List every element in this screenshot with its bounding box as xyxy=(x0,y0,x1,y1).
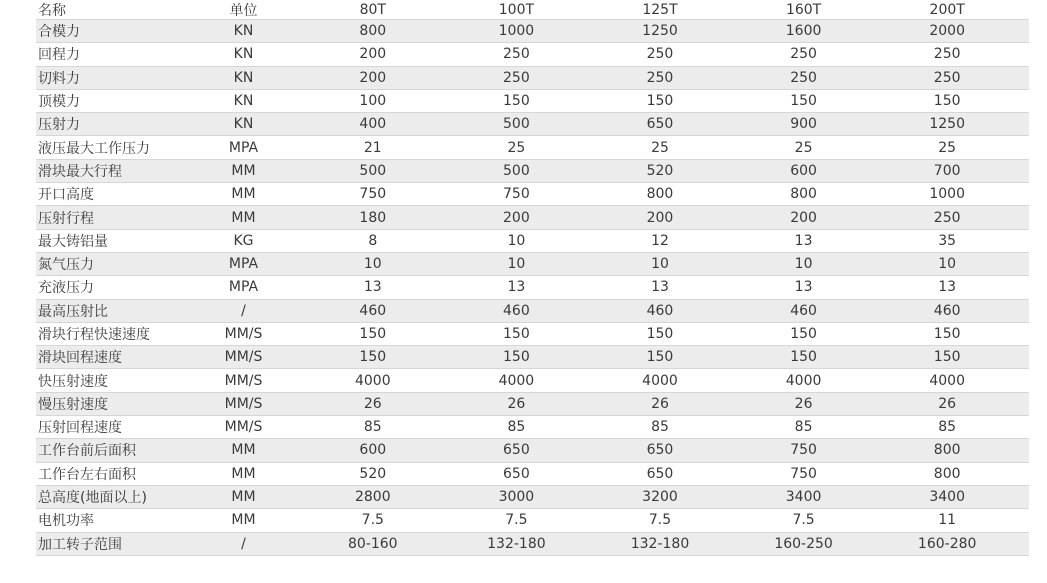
cell-v200t: 250 xyxy=(933,46,961,63)
cell-v125t: 132-180 xyxy=(630,535,690,552)
cell-v80t: 26 xyxy=(363,395,382,412)
cell-v160t: 3400 xyxy=(785,489,822,506)
cell-v160t: 4000 xyxy=(785,372,822,389)
cell-unit: / xyxy=(241,535,246,552)
cell-v200t: 1000 xyxy=(929,186,965,203)
cell-v100t: 132-180 xyxy=(487,535,546,552)
cell-v100t: 10 xyxy=(507,256,526,273)
cell-unit: MM/S xyxy=(224,419,263,436)
table-row xyxy=(36,533,1029,556)
table-row xyxy=(36,113,1029,136)
cell-v160t: 250 xyxy=(790,69,817,86)
cell-v80t: 85 xyxy=(363,419,382,436)
cell-v125t: 7.5 xyxy=(648,512,672,529)
cell-v200t: 25 xyxy=(938,139,957,156)
cell-v125t: 4000 xyxy=(642,372,678,389)
cell-v125t: 3200 xyxy=(642,489,678,506)
cell-v100t: 10 xyxy=(507,232,526,249)
cell-v160t: 750 xyxy=(790,442,817,459)
cell-v80t: 200 xyxy=(359,69,387,86)
cell-v125t: 200 xyxy=(646,209,674,226)
cell-v125t: 460 xyxy=(646,302,674,319)
table-row xyxy=(36,90,1029,113)
table-row xyxy=(36,160,1029,183)
cell-v200t: 85 xyxy=(938,419,957,436)
cell-v80t: 460 xyxy=(359,302,387,319)
cell-v100t: 3000 xyxy=(498,489,535,506)
cell-v200t: 250 xyxy=(933,209,961,226)
cell-v160t: 85 xyxy=(794,419,813,436)
cell-name: 快压射速度 xyxy=(38,373,108,390)
cell-v125t: 25 xyxy=(651,139,669,156)
cell-unit: MM/S xyxy=(224,326,263,342)
table-row xyxy=(36,300,1029,323)
cell-v125t: 800 xyxy=(646,186,674,203)
cell-v160t: 750 xyxy=(790,465,817,482)
cell-name: 合模力 xyxy=(38,24,80,41)
cell-v100t: 1000 xyxy=(498,23,535,40)
cell-v200t: 1250 xyxy=(929,116,965,133)
cell-name: 工作台前后面积 xyxy=(38,443,136,460)
header-125t: 125T xyxy=(642,1,678,18)
cell-unit: KN xyxy=(233,93,254,110)
table-body xyxy=(36,20,1029,556)
table-row xyxy=(36,276,1029,299)
cell-v160t: 250 xyxy=(790,46,817,63)
cell-unit: KN xyxy=(233,46,254,63)
spec-table xyxy=(36,0,1029,556)
cell-unit: MM/S xyxy=(224,395,263,412)
cell-v80t: 750 xyxy=(359,186,387,203)
cell-v160t: 150 xyxy=(790,93,817,110)
cell-v100t: 460 xyxy=(503,302,530,319)
cell-unit: KG xyxy=(233,232,254,249)
header-160t: 160T xyxy=(785,1,822,18)
cell-v100t: 4000 xyxy=(498,372,535,389)
header-80t: 80T xyxy=(359,1,386,18)
cell-v200t: 26 xyxy=(938,395,957,412)
cell-v125t: 150 xyxy=(646,349,674,366)
cell-v125t: 10 xyxy=(651,256,669,273)
cell-name: 压射行程 xyxy=(38,210,94,227)
cell-v100t: 650 xyxy=(503,465,530,482)
cell-v125t: 26 xyxy=(651,395,669,412)
cell-v125t: 250 xyxy=(646,46,674,63)
cell-v160t: 150 xyxy=(790,349,817,366)
cell-v80t: 150 xyxy=(359,349,387,366)
cell-name: 慢压射速度 xyxy=(38,396,108,413)
cell-unit: / xyxy=(241,302,246,319)
cell-v200t: 10 xyxy=(938,256,957,273)
cell-name: 压射回程速度 xyxy=(38,420,122,437)
cell-v200t: 150 xyxy=(933,93,961,110)
cell-name: 工作台左右面积 xyxy=(38,466,136,483)
cell-v125t: 650 xyxy=(646,442,674,459)
header-unit: 单位 xyxy=(229,2,258,19)
table-row xyxy=(36,463,1029,486)
cell-v200t: 4000 xyxy=(929,372,965,389)
cell-v80t: 100 xyxy=(359,93,387,110)
cell-v125t: 1250 xyxy=(642,23,678,40)
table-row xyxy=(36,346,1029,369)
cell-v100t: 25 xyxy=(507,139,526,156)
cell-v100t: 650 xyxy=(503,442,530,459)
cell-v160t: 200 xyxy=(790,209,817,226)
table-row xyxy=(36,20,1029,43)
cell-v160t: 13 xyxy=(794,279,813,296)
cell-v100t: 150 xyxy=(503,93,530,110)
cell-v125t: 650 xyxy=(646,465,674,482)
cell-v80t: 8 xyxy=(368,232,378,249)
cell-v160t: 160-250 xyxy=(774,535,833,552)
cell-v100t: 200 xyxy=(503,209,530,226)
table-row xyxy=(36,323,1029,346)
cell-v125t: 85 xyxy=(651,419,669,436)
cell-unit: MM xyxy=(231,186,256,203)
cell-v80t: 10 xyxy=(363,256,382,273)
header-name: 名称 xyxy=(38,2,66,19)
cell-v200t: 800 xyxy=(933,442,961,459)
cell-v100t: 750 xyxy=(503,186,530,203)
cell-name: 开口高度 xyxy=(38,187,94,204)
table-header xyxy=(36,0,1029,20)
cell-v160t: 460 xyxy=(790,302,817,319)
cell-v80t: 800 xyxy=(359,23,387,40)
table-row xyxy=(36,230,1029,253)
cell-v80t: 180 xyxy=(359,209,387,226)
cell-v80t: 200 xyxy=(359,46,387,63)
cell-v100t: 150 xyxy=(503,326,530,342)
cell-name: 最高压射比 xyxy=(38,303,108,320)
cell-v200t: 700 xyxy=(933,162,961,179)
cell-v80t: 2800 xyxy=(354,489,391,506)
cell-name: 充液压力 xyxy=(38,280,94,297)
cell-v100t: 500 xyxy=(503,116,530,133)
cell-v160t: 1600 xyxy=(785,23,822,40)
cell-v200t: 150 xyxy=(933,349,961,366)
cell-v200t: 3400 xyxy=(929,489,965,506)
cell-v125t: 150 xyxy=(646,326,674,342)
cell-v80t: 600 xyxy=(359,442,387,459)
cell-v80t: 500 xyxy=(359,162,387,179)
cell-unit: MM/S xyxy=(224,372,263,389)
cell-name: 最大铸铝量 xyxy=(38,233,108,250)
cell-unit: MM xyxy=(231,465,256,482)
cell-name: 氮气压力 xyxy=(38,257,94,274)
cell-v100t: 7.5 xyxy=(505,512,528,529)
table-row xyxy=(36,439,1029,462)
cell-name: 压射力 xyxy=(38,117,80,134)
cell-v125t: 150 xyxy=(646,93,674,110)
cell-v125t: 250 xyxy=(646,69,674,86)
cell-v100t: 250 xyxy=(503,46,530,63)
cell-name: 顶模力 xyxy=(38,94,80,111)
cell-name: 回程力 xyxy=(38,47,80,64)
cell-v80t: 21 xyxy=(363,139,382,156)
cell-v160t: 25 xyxy=(794,139,813,156)
cell-v80t: 400 xyxy=(359,116,387,133)
cell-v200t: 800 xyxy=(933,465,961,482)
cell-v100t: 150 xyxy=(503,349,530,366)
table-row xyxy=(36,486,1029,509)
cell-v100t: 13 xyxy=(507,279,526,296)
cell-v200t: 160-280 xyxy=(917,535,977,552)
cell-unit: MM xyxy=(231,512,256,529)
table-row xyxy=(36,369,1029,392)
cell-v160t: 150 xyxy=(790,326,817,342)
cell-unit: MM xyxy=(231,489,256,506)
cell-unit: MPA xyxy=(228,279,259,296)
cell-name: 液压最大工作压力 xyxy=(38,140,150,157)
table-row xyxy=(36,67,1029,90)
cell-name: 滑块最大行程 xyxy=(38,163,122,180)
cell-v80t: 80-160 xyxy=(348,535,398,552)
cell-v125t: 520 xyxy=(646,162,674,179)
table-row xyxy=(36,136,1029,159)
cell-name: 滑块行程快速速度 xyxy=(38,327,150,343)
cell-name: 滑块回程速度 xyxy=(38,350,122,367)
cell-v200t: 11 xyxy=(938,512,957,529)
cell-name: 加工转子范围 xyxy=(38,536,122,553)
cell-unit: MPA xyxy=(228,256,259,273)
cell-v200t: 35 xyxy=(938,232,957,249)
cell-unit: KN xyxy=(233,69,254,86)
table-row xyxy=(36,509,1029,532)
cell-v80t: 520 xyxy=(359,465,387,482)
cell-name: 电机功率 xyxy=(38,513,94,530)
cell-v200t: 460 xyxy=(933,302,961,319)
cell-v200t: 2000 xyxy=(929,23,965,40)
cell-v200t: 150 xyxy=(933,326,961,342)
cell-name: 切料力 xyxy=(38,70,80,87)
cell-unit: MM xyxy=(231,442,256,459)
cell-v80t: 13 xyxy=(363,279,382,296)
cell-v80t: 7.5 xyxy=(361,512,384,529)
cell-v125t: 13 xyxy=(651,279,669,296)
table-row xyxy=(36,206,1029,229)
table-row xyxy=(36,43,1029,66)
cell-v160t: 10 xyxy=(794,256,813,273)
cell-name: 总高度(地面以上) xyxy=(38,490,147,507)
cell-unit: MPA xyxy=(228,139,259,156)
header-100t: 100T xyxy=(498,1,535,18)
header-200t: 200T xyxy=(929,1,965,18)
cell-unit: KN xyxy=(233,116,254,133)
cell-v160t: 800 xyxy=(790,186,817,203)
cell-v160t: 900 xyxy=(790,116,817,133)
cell-v160t: 13 xyxy=(794,232,813,249)
cell-v160t: 26 xyxy=(794,395,813,412)
table-row xyxy=(36,393,1029,416)
table-row xyxy=(36,183,1029,206)
cell-v160t: 7.5 xyxy=(792,512,815,529)
cell-v125t: 12 xyxy=(651,232,669,249)
cell-v100t: 85 xyxy=(507,419,526,436)
cell-v100t: 500 xyxy=(503,162,530,179)
cell-v160t: 600 xyxy=(790,162,817,179)
cell-unit: KN xyxy=(233,23,254,40)
cell-v80t: 4000 xyxy=(354,372,391,389)
cell-v100t: 250 xyxy=(503,69,530,86)
cell-v200t: 13 xyxy=(938,279,957,296)
table-row xyxy=(36,253,1029,276)
table-row xyxy=(36,416,1029,439)
cell-v200t: 250 xyxy=(933,69,961,86)
cell-v125t: 650 xyxy=(646,116,674,133)
cell-unit: MM/S xyxy=(224,349,263,366)
cell-v100t: 26 xyxy=(507,395,526,412)
cell-unit: MM xyxy=(231,162,256,179)
cell-v80t: 150 xyxy=(359,326,387,342)
cell-unit: MM xyxy=(231,209,256,226)
